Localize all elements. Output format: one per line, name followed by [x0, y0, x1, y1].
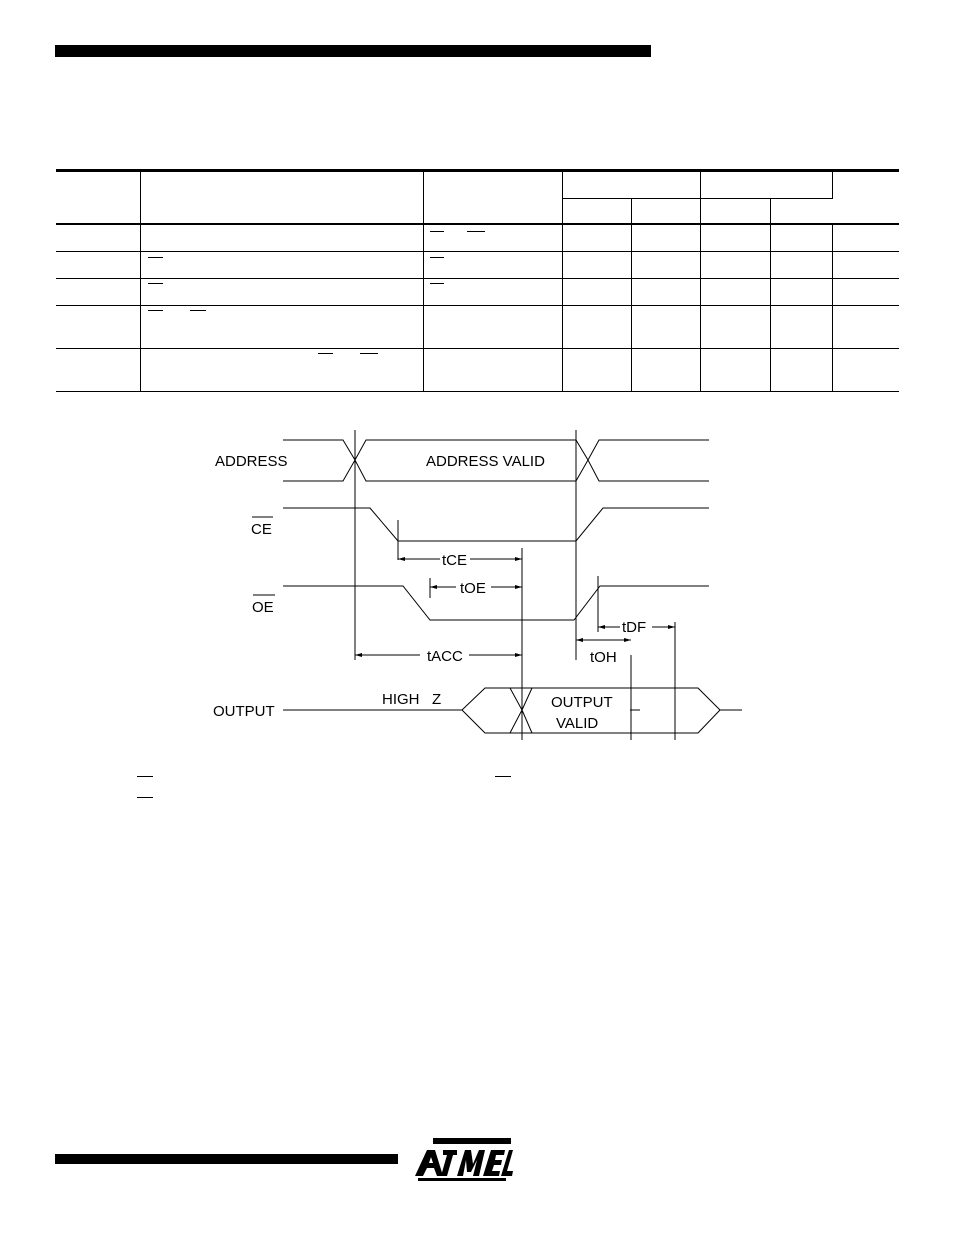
header-cell — [832, 171, 899, 225]
ce-trace — [283, 508, 709, 541]
overline-mark — [148, 310, 163, 311]
overline-mark — [467, 231, 485, 232]
table-row — [56, 349, 899, 392]
atmel-logo — [413, 1138, 513, 1182]
table-header-row — [56, 171, 899, 199]
tacc-label: tACC — [427, 648, 463, 665]
header-cell — [562, 199, 631, 225]
output-upper-trace — [283, 688, 742, 710]
header-cell — [700, 199, 770, 225]
header-cell — [56, 171, 140, 225]
header-cell — [770, 199, 832, 225]
output-valid-label-line2: VALID — [556, 715, 599, 732]
toh-label: tOH — [590, 649, 617, 666]
header-rule — [55, 45, 651, 57]
oe-signal-label: OE — [252, 599, 274, 616]
header-cell — [140, 171, 423, 225]
overline-mark — [190, 310, 206, 311]
toe-label: tOE — [460, 580, 486, 597]
address-signal-label: ADDRESS — [215, 453, 288, 470]
oe-trace — [283, 586, 709, 620]
header-cell — [631, 199, 700, 225]
output-valid-left-edge — [522, 688, 532, 733]
overline-mark — [137, 797, 153, 798]
table-row — [56, 252, 899, 279]
ac-characteristics-table — [56, 169, 899, 392]
read-timing-diagram — [200, 430, 760, 750]
header-cell — [562, 171, 700, 199]
overline-mark — [137, 776, 153, 777]
output-signal-label: OUTPUT — [213, 703, 275, 720]
overline-mark — [148, 283, 163, 284]
overline-mark — [495, 776, 511, 777]
overline-mark — [430, 283, 444, 284]
overline-mark — [360, 353, 378, 354]
output-valid-left-edge — [510, 688, 522, 733]
table-row — [56, 224, 899, 252]
table-row — [56, 279, 899, 306]
tce-label: tCE — [442, 552, 468, 569]
overline-mark — [430, 231, 444, 232]
overline-mark — [318, 353, 333, 354]
table-row — [56, 306, 899, 349]
header-cell — [423, 171, 562, 225]
header-cell — [700, 171, 832, 199]
overline-mark — [430, 257, 444, 258]
address-valid-label: ADDRESS VALID — [426, 453, 545, 470]
footer-rule — [55, 1154, 398, 1164]
overline-mark — [148, 257, 163, 258]
output-valid-label-line1: OUTPUT — [551, 694, 613, 711]
high-z-label: HIGH Z — [382, 691, 442, 708]
tdf-label: tDF — [622, 619, 647, 636]
ce-signal-label: CE — [251, 521, 272, 538]
